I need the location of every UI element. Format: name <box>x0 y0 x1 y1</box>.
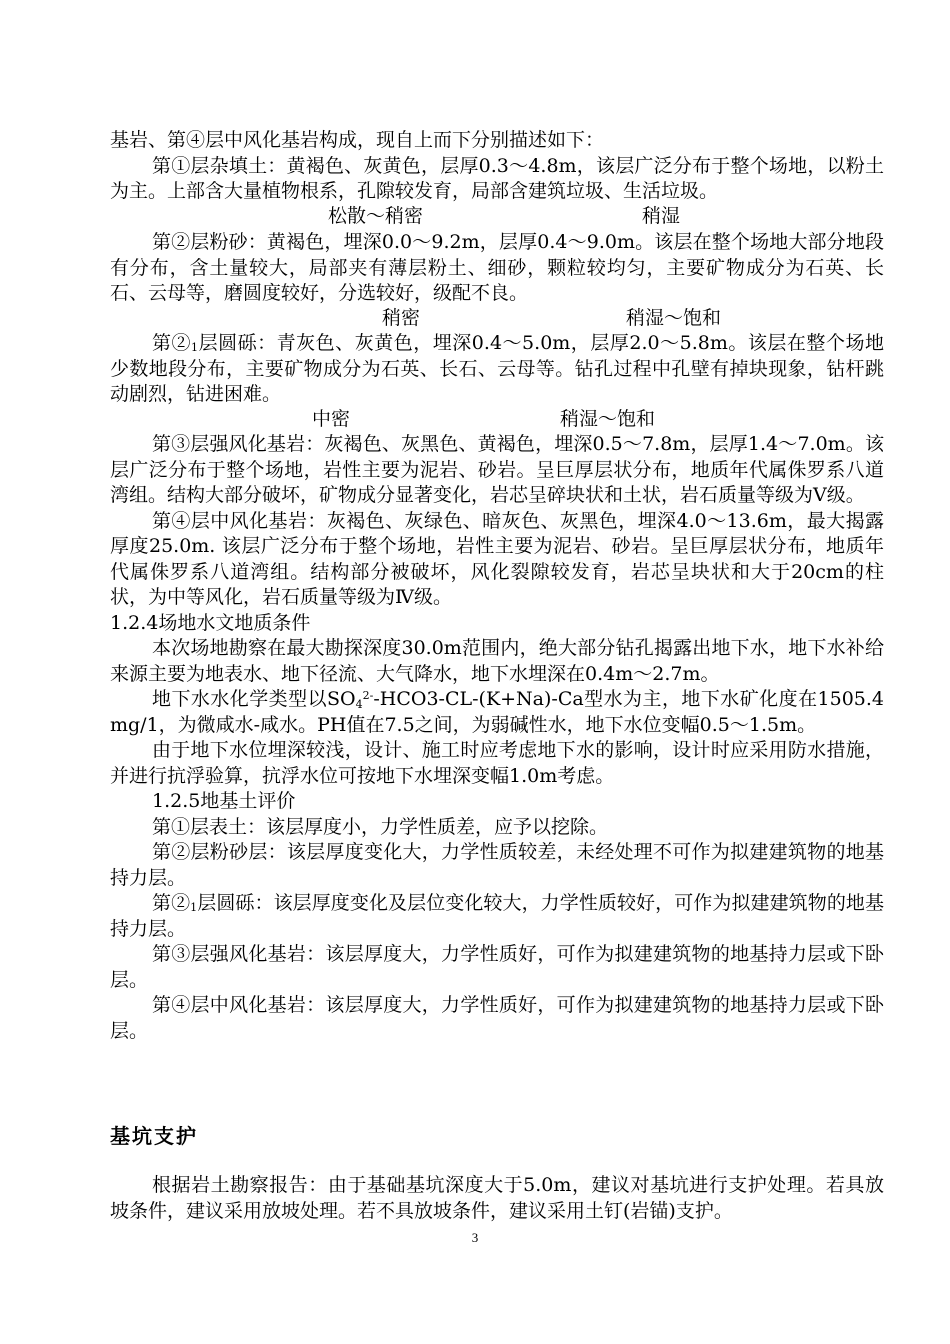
hydro-p2-subscript: 4 <box>355 698 363 711</box>
layer-2-1-text: 层圆砾：青灰色、灰黄色，埋深0.4～5.0m，层厚2.0～5.8m。该层在整个场地少数地段分布，主要矿物成分为石英、长石、云母等。钻孔过程中孔壁有掉块现象，钻杆跳动剧烈，钻进困难。 <box>110 332 884 405</box>
evaluation-item-3 <box>110 891 884 942</box>
layer-2-1-description <box>110 331 884 408</box>
layer-2-1-prefix: 第② <box>152 332 192 354</box>
hydro-paragraph-1: 本次场地勘察在最大勘探深度30.0m范围内，绝大部分钻孔揭露出地下水，地下水补给来源主要为地表水、地下径流、大气降水，地下水埋深在0.4m～2.7m。 <box>110 637 884 685</box>
layer-2-1-density: 中密 <box>312 408 351 430</box>
layer-1-moisture: 稍湿 <box>642 205 681 227</box>
evaluation-item-5: 第④层中风化基岩：该层厚度大，力学性质好，可作为拟建建筑物的地基持力层或下卧层。 <box>110 994 884 1042</box>
hydro-p2-part-a: 地下水水化学类型以SO <box>152 688 356 710</box>
layer-2-1-moisture: 稍湿～饱和 <box>560 408 656 430</box>
layer-2-description: 第②层粉砂：黄褐色，埋深0.0～9.2m，层厚0.4～9.0m。该层在整个场地大部分地段有分布，含土量较大，局部夹有薄层粉土、细砂，颗粒较均匀，主要矿物成分为石英、长石、云母等，磨圆度较好，分选较好，级配不良。 <box>110 231 884 304</box>
layer-2-1-subscript: 1 <box>191 341 199 354</box>
evaluation-item-3-text: 层圆砾：该层厚度变化及层位变化较大，力学性质较好，可作为拟建建筑物的地基持力层。 <box>110 892 884 940</box>
layer-3-description: 第③层强风化基岩：灰褐色、灰黑色、黄褐色，埋深0.5～7.8m，层厚1.4～7.0m。该层广泛分布于整个场地，岩性主要为泥岩、砂岩。呈巨厚层状分布，地质年代属侏罗系八道湾组。结构大部分破坏，矿物成分显著变化，岩芯呈碎块状和土状，岩石质量等级为Ⅴ级。 <box>110 433 884 506</box>
intro-line: 基岩、第④层中风化基岩构成，现自上而下分别描述如下： <box>110 129 605 151</box>
layer-2-block <box>110 230 884 307</box>
hydro-section-title: 1.2.4场地水文地质条件 <box>110 611 311 634</box>
layer-1-description: 第①层杂填土：黄褐色、灰黄色，层厚0.3～4.8m，该层广泛分布于整个场地，以粉土为主。上部含大量植物根系，孔隙较发育，局部含建筑垃圾、生活垃圾。 <box>110 154 884 202</box>
support-block <box>110 1173 884 1224</box>
evaluation-item-3-prefix: 第② <box>152 892 191 914</box>
hydro-p2-part-b: -HCO3-CL-(K+Na)-Ca型水为主，地下水矿化度在1505.4mg/1，为微咸水-咸水。PH值在7.5之间，为弱碱性水，地下水位变幅0.5～1.5m。 <box>110 688 884 736</box>
layer-4-description: 第④层中风化基岩：灰褐色、灰绿色、暗灰色、灰黑色，埋深4.0～13.6m，最大揭露厚度25.0m. 该层广泛分布于整个场地，岩性主要为泥岩、砂岩。呈巨厚层状分布，地质年代属侏罗系八道湾组。结构部分被破坏，风化裂隙较发育，岩芯呈块状和大于20cm的柱状，为中等风化，岩石质量等级为Ⅳ级。 <box>110 509 884 608</box>
layer-2-1-block <box>110 331 884 408</box>
evaluation-item-2: 第②层粉砂层：该层厚度变化大，力学性质较差，未经处理不可作为拟建建筑物的地基持力层。 <box>110 841 884 889</box>
support-paragraph: 根据岩土勘察报告：由于基础基坑深度大于5.0m，建议对基坑进行支护处理。若具放坡条件，建议采用放坡处理。若不具放坡条件，建议采用土钉(岩锚)支护。 <box>110 1174 884 1222</box>
layer-2-density: 稍密 <box>382 307 421 329</box>
evaluation-section-title: 1.2.5地基土评价 <box>152 790 296 812</box>
hydro-p2-superscript: 2- <box>362 689 374 702</box>
hydro-paragraph-3: 由于地下水位埋深较浅，设计、施工时应考虑地下水的影响，设计时应采用防水措施，并进行抗浮验算，抗浮水位可按地下水埋深变幅1.0m考虑。 <box>110 739 884 787</box>
evaluation-item-3-subscript: 1 <box>190 901 198 914</box>
evaluation-item-1: 第①层表土：该层厚度小，力学性质差，应予以挖除。 <box>152 815 609 838</box>
support-heading: 基坑支护 <box>110 1124 198 1148</box>
hydro-paragraph-2 <box>110 687 884 738</box>
layer-1-density: 松散～稍密 <box>328 205 424 227</box>
page-number: 3 <box>471 1230 479 1245</box>
layer-2-moisture: 稍湿～饱和 <box>626 307 722 329</box>
layer-1-block <box>110 128 884 205</box>
evaluation-item-4: 第③层强风化基岩：该层厚度大，力学性质好，可作为拟建建筑物的地基持力层或下卧层。 <box>110 943 884 991</box>
main-text-block <box>110 432 884 1044</box>
